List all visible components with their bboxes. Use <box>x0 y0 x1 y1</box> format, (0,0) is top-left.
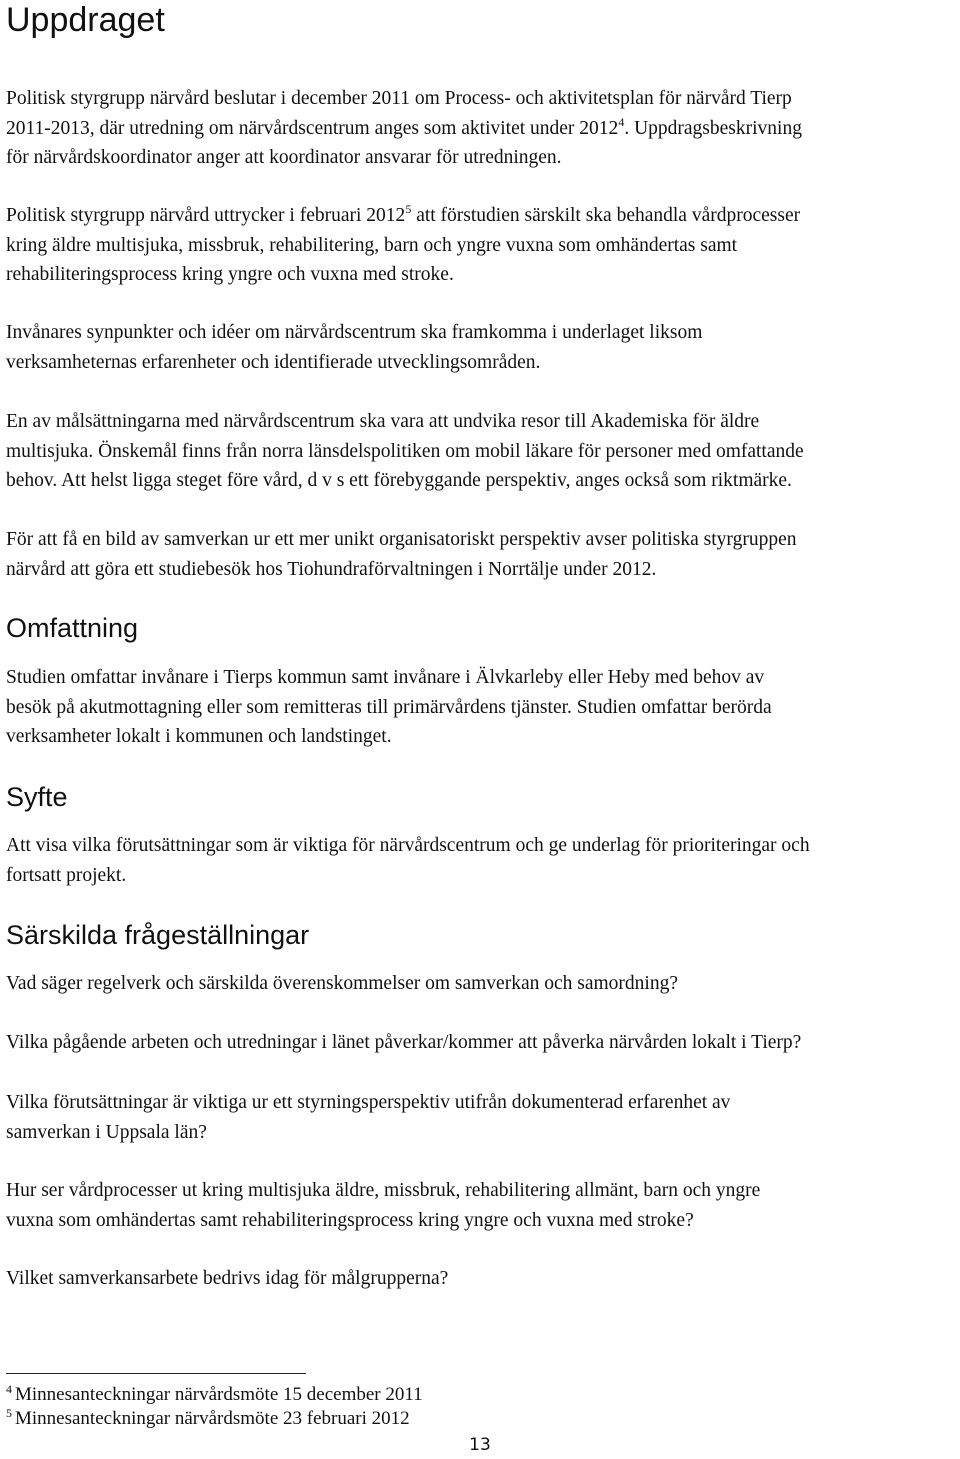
text-line: verksamheter lokalt i kommunen och landstinget. <box>6 726 392 747</box>
text-line: För att få en bild av samverkan ur ett mer unikt organisatoriskt perspektiv avser politiska styrgruppen <box>6 529 797 550</box>
footnote-text: Minnesanteckningar närvårdsmöte 15 december 2011 <box>15 1384 423 1405</box>
section-heading-omfattning: Omfattning <box>6 613 139 643</box>
footnote-number: 5 <box>6 1406 12 1420</box>
text-fragment: 2011-2013, där utredning om närvårdscentrum anges som aktivitet under 2012 <box>6 117 619 139</box>
paragraph-intro-2 <box>6 201 956 290</box>
footnote-ref: 5 <box>405 202 412 216</box>
page-number: 13 <box>469 1435 491 1455</box>
footnote-ref: 4 <box>618 114 625 129</box>
text-line: kring äldre multisjuka, missbruk, rehabilitering, barn och yngre vuxna som omhändertas samt <box>6 234 738 256</box>
paragraph-intro-1 <box>6 84 956 173</box>
text-line: samverkan i Uppsala län? <box>6 1121 207 1143</box>
paragraph-intro-5 <box>6 525 956 584</box>
text-line: Att visa vilka förutsättningar som är viktiga för närvårdscentrum och ge underlag för prioriteringar och <box>6 835 810 856</box>
text-line: Hur ser vårdprocesser ut kring multisjuka äldre, missbruk, rehabilitering allmänt, barn och yngre <box>6 1180 761 1201</box>
footnote-4 <box>6 1383 423 1407</box>
text-line: behov. Att helst ligga steget före vård, d v s ett förebyggande perspektiv, anges också som riktmärke. <box>6 470 792 491</box>
question-3 <box>6 1088 956 1147</box>
page-heading: Uppdraget <box>6 1 165 39</box>
question-5 <box>6 1264 956 1294</box>
paragraph-intro-3 <box>6 318 956 377</box>
text-fragment: Politisk styrgrupp närvård uttrycker i februari 2012 <box>6 205 406 226</box>
text-line: rehabiliteringsprocess kring yngre och vuxna med stroke. <box>6 264 454 285</box>
text-line: närvård att göra ett studiebesök hos Tiohundraförvaltningen i Norrtälje under 2012. <box>6 558 657 580</box>
text-line: fortsatt projekt. <box>6 864 127 886</box>
text-line: Vilka förutsättningar är viktiga ur ett styrningsperspektiv utifrån dokumenterad erfarenhet av <box>6 1092 731 1113</box>
text-line: Studien omfattar invånare i Tierps kommun samt invånare i Älvkarleby eller Heby med behov av <box>6 667 765 688</box>
text-fragment: . Uppdragsbeskrivning <box>624 117 802 139</box>
text-line: besök på akutmottagning eller som remitteras till primärvårdens tjänster. Studien omfattar berörda <box>6 696 772 718</box>
footnote-number: 4 <box>6 1382 12 1396</box>
paragraph-intro-4 <box>6 407 956 496</box>
text-line: Vilka pågående arbeten och utredningar i länet påverkar/kommer att påverka närvården lokalt i Tierp? <box>6 1032 802 1053</box>
text-line: för närvårdskoordinator anger att koordinator ansvarar för utredningen. <box>6 147 562 168</box>
text-line: Invånares synpunkter och idéer om närvårdscentrum ska framkomma i underlaget liksom <box>6 322 703 343</box>
question-2 <box>6 1028 956 1058</box>
text-fragment: att förstudien särskilt ska behandla vårdprocesser <box>411 205 801 226</box>
text-line: Vad säger regelverk och särskilda överenskommelser om samverkan och samordning? <box>6 973 678 994</box>
text-line: multisjuka. Önskemål finns från norra länsdelspolitiken om mobil läkare för personer med omfattande <box>6 440 804 462</box>
paragraph-syfte <box>6 831 956 890</box>
paragraph-omfattning <box>6 663 956 752</box>
footnote-5 <box>6 1407 410 1431</box>
text-line <box>6 201 956 231</box>
footnote-text: Minnesanteckningar närvårdsmöte 23 februari 2012 <box>15 1408 410 1429</box>
text-line: Politisk styrgrupp närvård beslutar i december 2011 om Process- och aktivitetsplan för närvård Tierp <box>6 88 792 109</box>
text-line: En av målsättningarna med närvårdscentrum ska vara att undvika resor till Akademiska för äldre <box>6 411 760 432</box>
text-line: Vilket samverkansarbete bedrivs idag för målgrupperna? <box>6 1268 449 1289</box>
question-1 <box>6 969 956 999</box>
question-4 <box>6 1176 956 1235</box>
text-line <box>6 114 956 144</box>
footnote-divider <box>6 1373 306 1374</box>
section-heading-fragestallningar: Särskilda frågeställningar <box>6 920 310 950</box>
section-heading-syfte: Syfte <box>6 782 68 812</box>
text-line: verksamheternas erfarenheter och identifierade utvecklingsområden. <box>6 351 541 373</box>
text-line: vuxna som omhändertas samt rehabiliteringsprocess kring yngre och vuxna med stroke? <box>6 1209 694 1231</box>
